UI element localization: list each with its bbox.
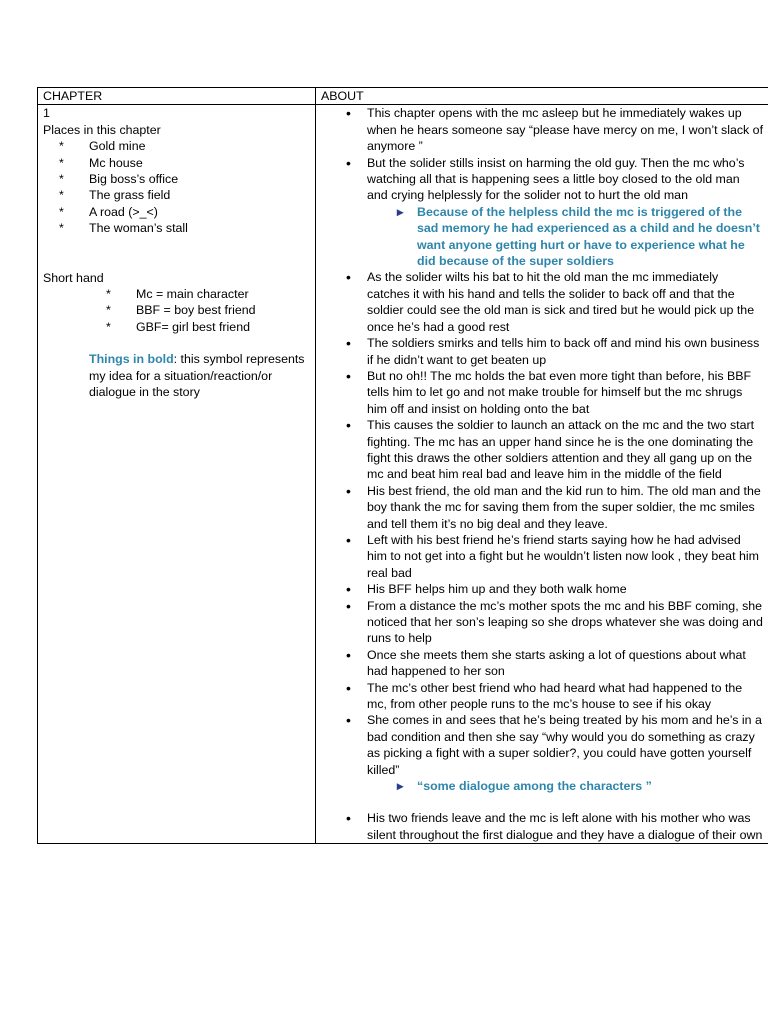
event-item: • This causes the soldier to launch an attack on the mc and the two start fighting. The mc has an upper hand since he is the one dominating the fight this draws the other soldiers attention and they all gang up on the mc and beat him real bad and leave him in the middle of the field: [321, 417, 763, 483]
event-item: • She comes in and sees that he’s being treated by his mom and he’s in a bad condition and then she say “why would you do something as crazy as picking a fight with a super soldier?, you could have gotten yourself killed”: [321, 712, 763, 778]
event-item: • Left with his best friend he’s friend starts saying how he had advised him to not get into a fight but he wouldn’t listen now look , they beat him real bad: [321, 532, 763, 581]
place-item: * The grass field: [43, 187, 310, 203]
shorthand-list: [43, 286, 310, 335]
chapter-table: [37, 87, 768, 844]
event-item: • His two friends leave and the mc is left alone with his mother who was silent throughout the first dialogue and they have a dialogue of their own: [321, 810, 763, 843]
event-item: • His BFF helps him up and they both walk home: [321, 581, 763, 597]
spacer: [43, 237, 310, 270]
shorthand-item: * GBF= girl best friend: [43, 319, 310, 335]
event-item: • From a distance the mc’s mother spots the mc and his BBF coming, she noticed that her son’s leaping so she drops whatever she was doing and runs to help: [321, 598, 763, 647]
header-about: ABOUT: [316, 88, 768, 105]
event-item: • This chapter opens with the mc asleep but he immediately wakes up when he hears someone say “please have mercy on me, I won’t slack of anymore ”: [321, 105, 763, 154]
place-item: * Big boss’s office: [43, 171, 310, 187]
chapter-number: 1: [43, 106, 50, 121]
event-item: • The mc’s other best friend who had heard what had happened to the mc, from other people runs to the mc’s house to see if his okay: [321, 680, 763, 713]
place-item: * Gold mine: [43, 138, 310, 154]
header-chapter: CHAPTER: [38, 88, 316, 105]
legend-text: : this symbol represents my idea for a situation/reaction/or dialogue in the story: [89, 352, 305, 400]
idea-note: ▸ “some dialogue among the characters ”: [321, 778, 763, 794]
event-item: • As the solider wilts his bat to hit the old man the mc immediately catches it with his hand and tells the solider to back off and that the soldier could see the old man is sick and tired but he would pick up the once he’s had a good rest: [321, 269, 763, 335]
event-item: • But the solider stills insist on harming the old guy. Then the mc who’s watching all that is happening sees a little boy closed to the old man and crying helplessly for the solider not to hurt the old man: [321, 155, 763, 204]
place-item: * The woman’s stall: [43, 220, 310, 236]
shorthand-item: * Mc = main character: [43, 286, 310, 302]
event-item: • The soldiers smirks and tells him to back off and mind his own business if he didn’t want to get beaten up: [321, 335, 763, 368]
shorthand-heading: Short hand: [43, 270, 104, 285]
idea-note: ▸ Because of the helpless child the mc is triggered of the sad memory he had experienced as a child and he doesn’t want anyone getting hurt or have to experience what he did because of the super soldiers: [321, 204, 763, 270]
event-item: • But no oh!! The mc holds the bat even more tight than before, his BBF tells him to let go and not make trouble for himself but the mc shrugs him off and insist on holding onto the bat: [321, 368, 763, 417]
shorthand-item: * BBF = boy best friend: [43, 302, 310, 318]
places-heading: Places in this chapter: [43, 122, 161, 137]
table-header-row: [38, 88, 768, 105]
place-item: * Mc house: [43, 155, 310, 171]
event-item: • Once she meets them she starts asking a lot of questions about what had happened to her son: [321, 647, 763, 680]
legend-bold: Things in bold: [89, 352, 174, 367]
legend: [89, 351, 310, 400]
table-row: [38, 105, 768, 844]
event-item: • His best friend, the old man and the kid run to him. The old man and the boy thank the mc for saving them from the super soldier, the mc smiles and tell them it’s no big deal and they leave.: [321, 483, 763, 532]
place-item: * A road (>_<): [43, 204, 310, 220]
chapter-cell: [38, 105, 316, 844]
about-cell: [316, 105, 768, 844]
events-list: [321, 105, 763, 843]
places-list: [43, 138, 310, 236]
list-spacer: [321, 794, 763, 810]
